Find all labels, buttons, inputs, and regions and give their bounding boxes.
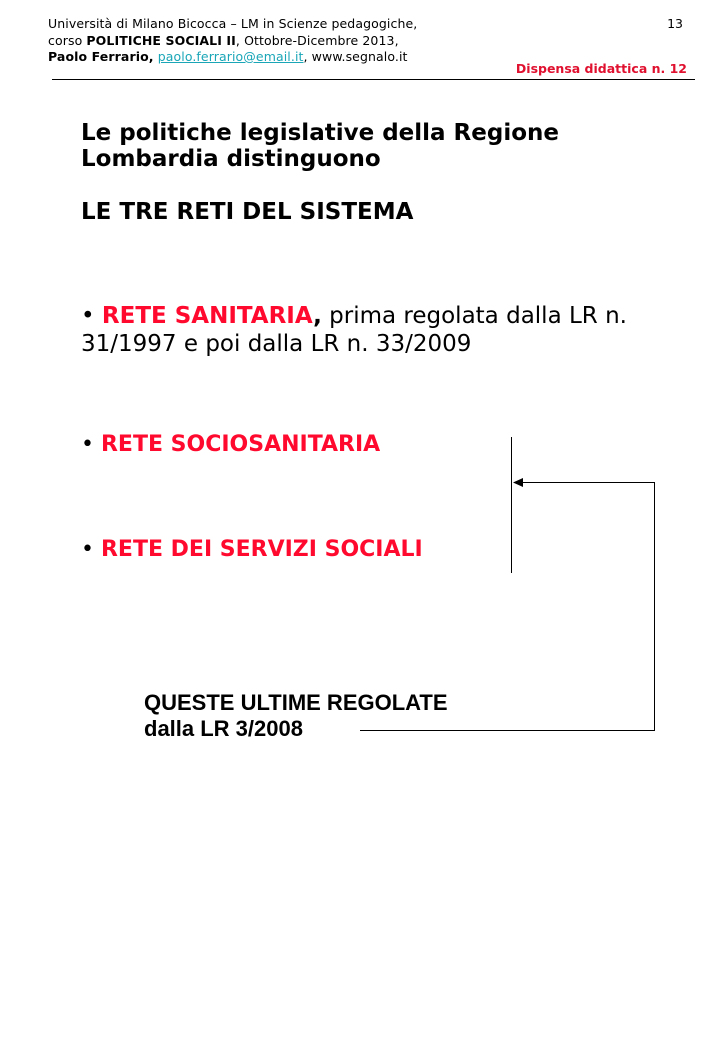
bullet-label-rete-servizi-sociali: RETE DEI SERVIZI SOCIALI <box>100 537 423 562</box>
page-number: 13 <box>667 16 683 31</box>
handout-label: Dispensa didattica n. 12 <box>515 61 687 76</box>
title-line-2: Lombardia distinguono <box>81 146 381 172</box>
header-email-link[interactable]: paolo.ferrario@email.it <box>157 49 304 64</box>
header-line-1: Università di Milano Bicocca – LM in Scienze pedagogiche, <box>48 16 418 31</box>
header-website: , www.segnalo.it <box>303 49 408 64</box>
bullet-marker: • <box>81 537 94 562</box>
bullet-comma: , <box>313 303 322 329</box>
bullet-text-rete-sanitaria: prima regolata dalla LR n. 31/1997 e poi dalla LR n. 33/2009 <box>81 303 627 357</box>
section-heading: LE TRE RETI DEL SISTEMA <box>81 199 414 225</box>
header-course-prefix: corso <box>48 32 87 48</box>
title-line-1: Le politiche legislative della Regione <box>81 120 559 146</box>
arrow-head-icon <box>513 478 523 487</box>
note-regulation <box>144 690 448 742</box>
bullet-marker: • <box>81 303 95 329</box>
note-line-2: dalla LR 3/2008 <box>144 716 303 741</box>
bullet-label-rete-sanitaria: RETE SANITARIA <box>101 303 314 329</box>
header-course-period: , Ottobre-Dicembre 2013, <box>235 32 399 48</box>
header-course-name: POLITICHE SOCIALI II <box>86 32 236 48</box>
note-line-1: QUESTE ULTIME REGOLATE <box>144 690 448 715</box>
bullet-label-rete-sociosanitaria: RETE SOCIOSANITARIA <box>100 432 381 457</box>
header-author: Paolo Ferrario, <box>48 49 154 64</box>
bullet-marker: • <box>81 432 94 457</box>
